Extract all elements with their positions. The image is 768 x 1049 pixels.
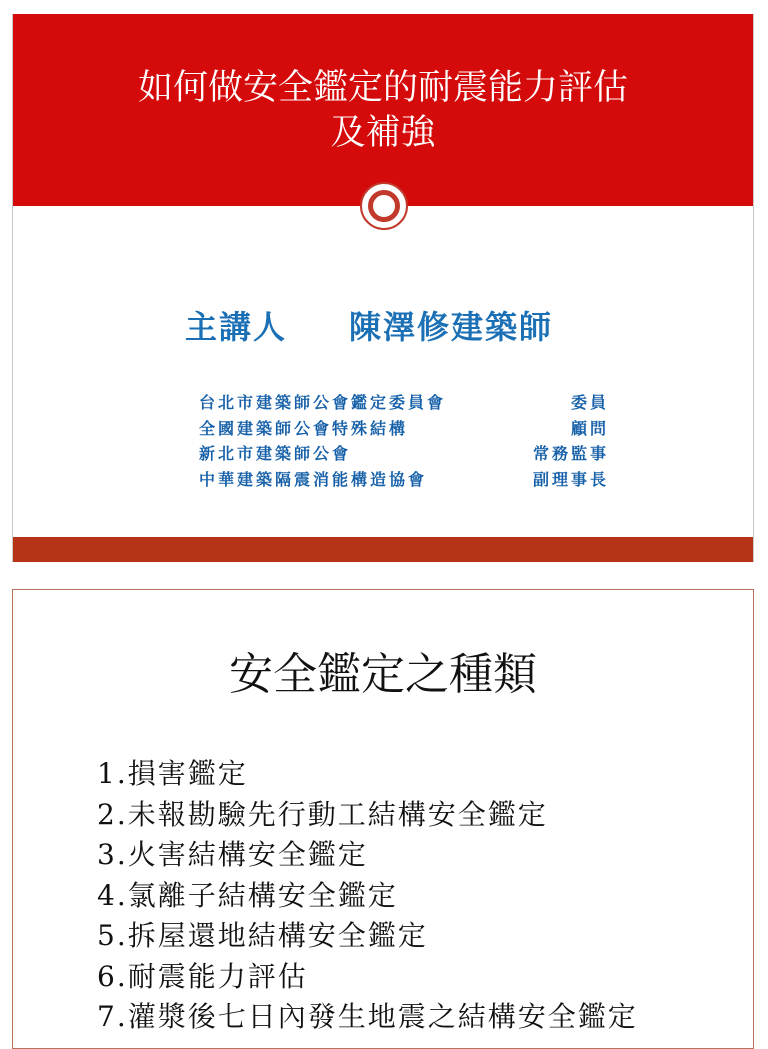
list-item: 7.灌漿後七日內發生地震之結構安全鑑定 (97, 1000, 638, 1033)
speaker-line (185, 302, 553, 348)
affiliation-row (199, 441, 609, 467)
list-item: 4.氯離子結構安全鑑定 (97, 878, 398, 912)
affiliation-role: 副理事長 (532, 469, 609, 489)
title-slide (12, 14, 754, 562)
content-slide (12, 589, 754, 1049)
slide-title: 安全鑑定之種類 (229, 649, 537, 700)
affiliation-org: 新北市建築師公會 (199, 444, 352, 463)
list-item: 2.未報勘驗先行動工結構安全鑑定 (97, 797, 548, 831)
presentation-title: 如何做安全鑑定的耐震能力評估 及補強 (137, 68, 628, 153)
affiliation-org: 台北市建築師公會鑑定委員會 (199, 393, 447, 412)
affiliation-row (199, 390, 609, 416)
affiliation-role: 顧問 (570, 418, 609, 438)
list-item: 3.火害結構安全鑑定 (97, 838, 368, 871)
affiliation-row (199, 416, 609, 442)
affiliation-org: 全國建築師公會特殊結構 (199, 418, 409, 438)
speaker-label: 主講人 (185, 308, 288, 346)
speaker-name: 陳澤修建築師 (349, 308, 554, 346)
affiliation-role: 委員 (570, 393, 609, 412)
affiliation-row (199, 467, 609, 493)
list-item: 5.拆屋還地結構安全鑑定 (97, 919, 428, 952)
circle-ornament-icon (360, 182, 408, 230)
affiliation-org: 中華建築隔震消能構造協會 (199, 469, 428, 489)
appraisal-type-list (97, 754, 638, 1038)
title-header-band (13, 14, 753, 206)
list-item: 6.耐震能力評估 (97, 959, 308, 993)
list-item: 1.損害鑑定 (97, 757, 248, 790)
affiliation-role: 常務監事 (532, 444, 609, 463)
bottom-accent-bar (13, 537, 753, 562)
affiliation-list (199, 390, 609, 492)
